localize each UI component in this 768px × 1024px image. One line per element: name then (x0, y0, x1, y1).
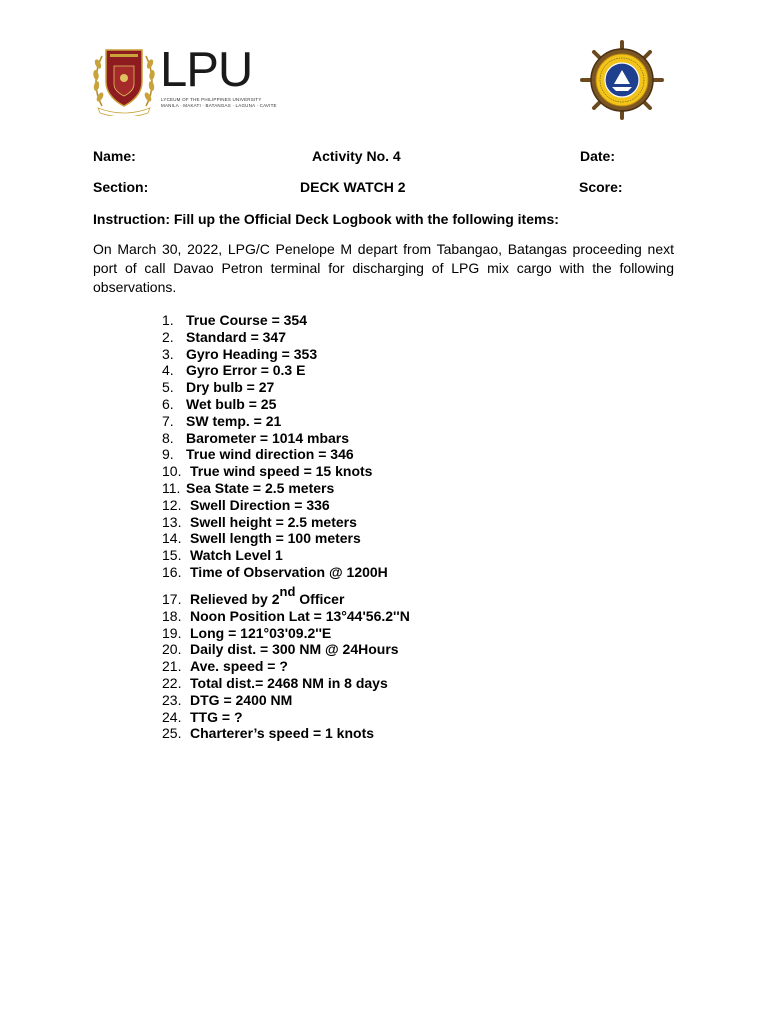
list-item-text: Long = 121°03'09.2''E (190, 624, 332, 641)
list-item-number: 16. (162, 563, 182, 580)
list-item-number: 2. (162, 328, 174, 345)
list-item-number: 1. (162, 312, 174, 328)
list-item-number: 5. (162, 379, 174, 396)
list-item-text-part: Relieved by 2 (190, 590, 280, 607)
list-item (162, 708, 243, 726)
list-item (162, 379, 275, 396)
list-item (162, 547, 283, 564)
list-item-number: 15. (162, 547, 182, 564)
list-item (162, 658, 288, 675)
course-label: DECK WATCH 2 (300, 179, 406, 195)
lpu-wordmark: LPU (160, 43, 253, 97)
list-item-text: Time of Observation @ 1200H (190, 563, 388, 580)
list-item (162, 446, 354, 463)
list-item-text: Charterer’s speed = 1 knots (190, 725, 375, 742)
name-label: Name: (93, 148, 136, 164)
list-item-number: 10. (162, 463, 182, 480)
observation-list (162, 312, 410, 742)
list-item-number: 17. (162, 590, 182, 607)
list-item (162, 312, 308, 329)
list-item (162, 395, 277, 413)
list-item-number: 11. (162, 479, 181, 496)
list-item-text: Dry bulb = 27 (186, 379, 275, 396)
list-item-text: Swell length = 100 meters (190, 530, 361, 547)
list-item (162, 691, 293, 709)
list-item-text (190, 584, 345, 608)
instruction-text: Instruction: Fill up the Official Deck Logbook with the following items: (93, 211, 559, 227)
score-label: Score: (579, 179, 623, 195)
list-item-text: Gyro Heading = 353 (186, 345, 318, 362)
list-item (162, 563, 388, 581)
list-item-text: Barometer = 1014 mbars (186, 429, 350, 446)
list-item-text: Swell Direction = 336 (190, 496, 330, 513)
list-item (162, 513, 357, 531)
list-item-number: 25. (162, 725, 182, 742)
list-item-number: 8. (162, 429, 174, 446)
list-item-text: TTG = ? (190, 708, 243, 725)
list-item-text: Daily dist. = 300 NM @ 24Hours (190, 641, 399, 658)
list-item-text: Ave. speed = ? (190, 658, 288, 675)
list-item-text: Total dist.= 2468 NM in 8 days (190, 674, 388, 691)
list-item-text: Standard = 347 (186, 328, 286, 345)
lpu-logo (92, 43, 277, 116)
list-item-text: True wind direction = 346 (186, 446, 354, 463)
list-item-number: 21. (162, 658, 182, 675)
list-item-text: True wind speed = 15 knots (190, 463, 373, 480)
list-item-text: Noon Position Lat = 13°44'56.2''N (190, 607, 410, 624)
list-item (162, 607, 410, 625)
list-item (162, 496, 330, 514)
list-item-number: 14. (162, 530, 182, 547)
list-item (162, 725, 375, 742)
date-label: Date: (580, 148, 616, 164)
list-item (162, 362, 306, 379)
list-item (162, 412, 282, 430)
list-item-number: 6. (162, 395, 174, 412)
list-item-text: Watch Level 1 (190, 547, 283, 564)
list-item-text: Sea State = 2.5 meters (186, 479, 335, 496)
list-item (162, 463, 373, 480)
list-item-text: True Course = 354 (186, 312, 308, 328)
list-item (162, 674, 388, 692)
list-item (162, 345, 318, 363)
list-item-text-part: Officer (295, 590, 345, 607)
list-item-number: 22. (162, 674, 182, 691)
list-item-number: 19. (162, 624, 182, 641)
activity-label: Activity No. 4 (312, 148, 401, 164)
lpu-crest-icon (92, 44, 156, 116)
list-item (162, 581, 345, 608)
list-item (162, 479, 335, 497)
list-item-number: 20. (162, 641, 182, 658)
list-item-number: 13. (162, 513, 182, 530)
list-item-number: 9. (162, 446, 174, 463)
list-item-number: 23. (162, 691, 182, 708)
list-item-number: 4. (162, 362, 174, 379)
lpu-tagline-line-1: LYCEUM OF THE PHILIPPINES UNIVERSITY (161, 97, 262, 102)
list-item-number: 7. (162, 412, 174, 429)
list-item (162, 641, 399, 658)
list-item-number: 12. (162, 496, 182, 513)
list-item-text: SW temp. = 21 (186, 412, 282, 429)
list-item-number: 3. (162, 345, 174, 362)
list-item (162, 624, 332, 642)
intro-paragraph: On March 30, 2022, LPG/C Penelope M depart from Tabangao, Batangas proceeding next port of call Davao Petron terminal for discharging of LPG mix cargo with the following observations. (93, 241, 674, 295)
lpu-tagline (161, 97, 277, 109)
ordinal-superscript: nd (279, 584, 296, 600)
list-item-text: DTG = 2400 NM (190, 691, 293, 708)
list-item (162, 328, 286, 346)
section-label: Section: (93, 179, 149, 195)
lpu-tagline-line-2: MANILA · MAKATI · BATANGAS · LAGUNA · CAVITE (161, 103, 277, 108)
maritime-academy-seal-icon (576, 40, 668, 120)
list-item-text: Wet bulb = 25 (186, 395, 277, 412)
list-item-number: 24. (162, 708, 182, 725)
list-item (162, 429, 350, 447)
list-item-number: 18. (162, 607, 182, 624)
list-item (162, 530, 361, 547)
list-item-text: Gyro Error = 0.3 E (186, 362, 306, 379)
list-item-text: Swell height = 2.5 meters (190, 513, 357, 530)
